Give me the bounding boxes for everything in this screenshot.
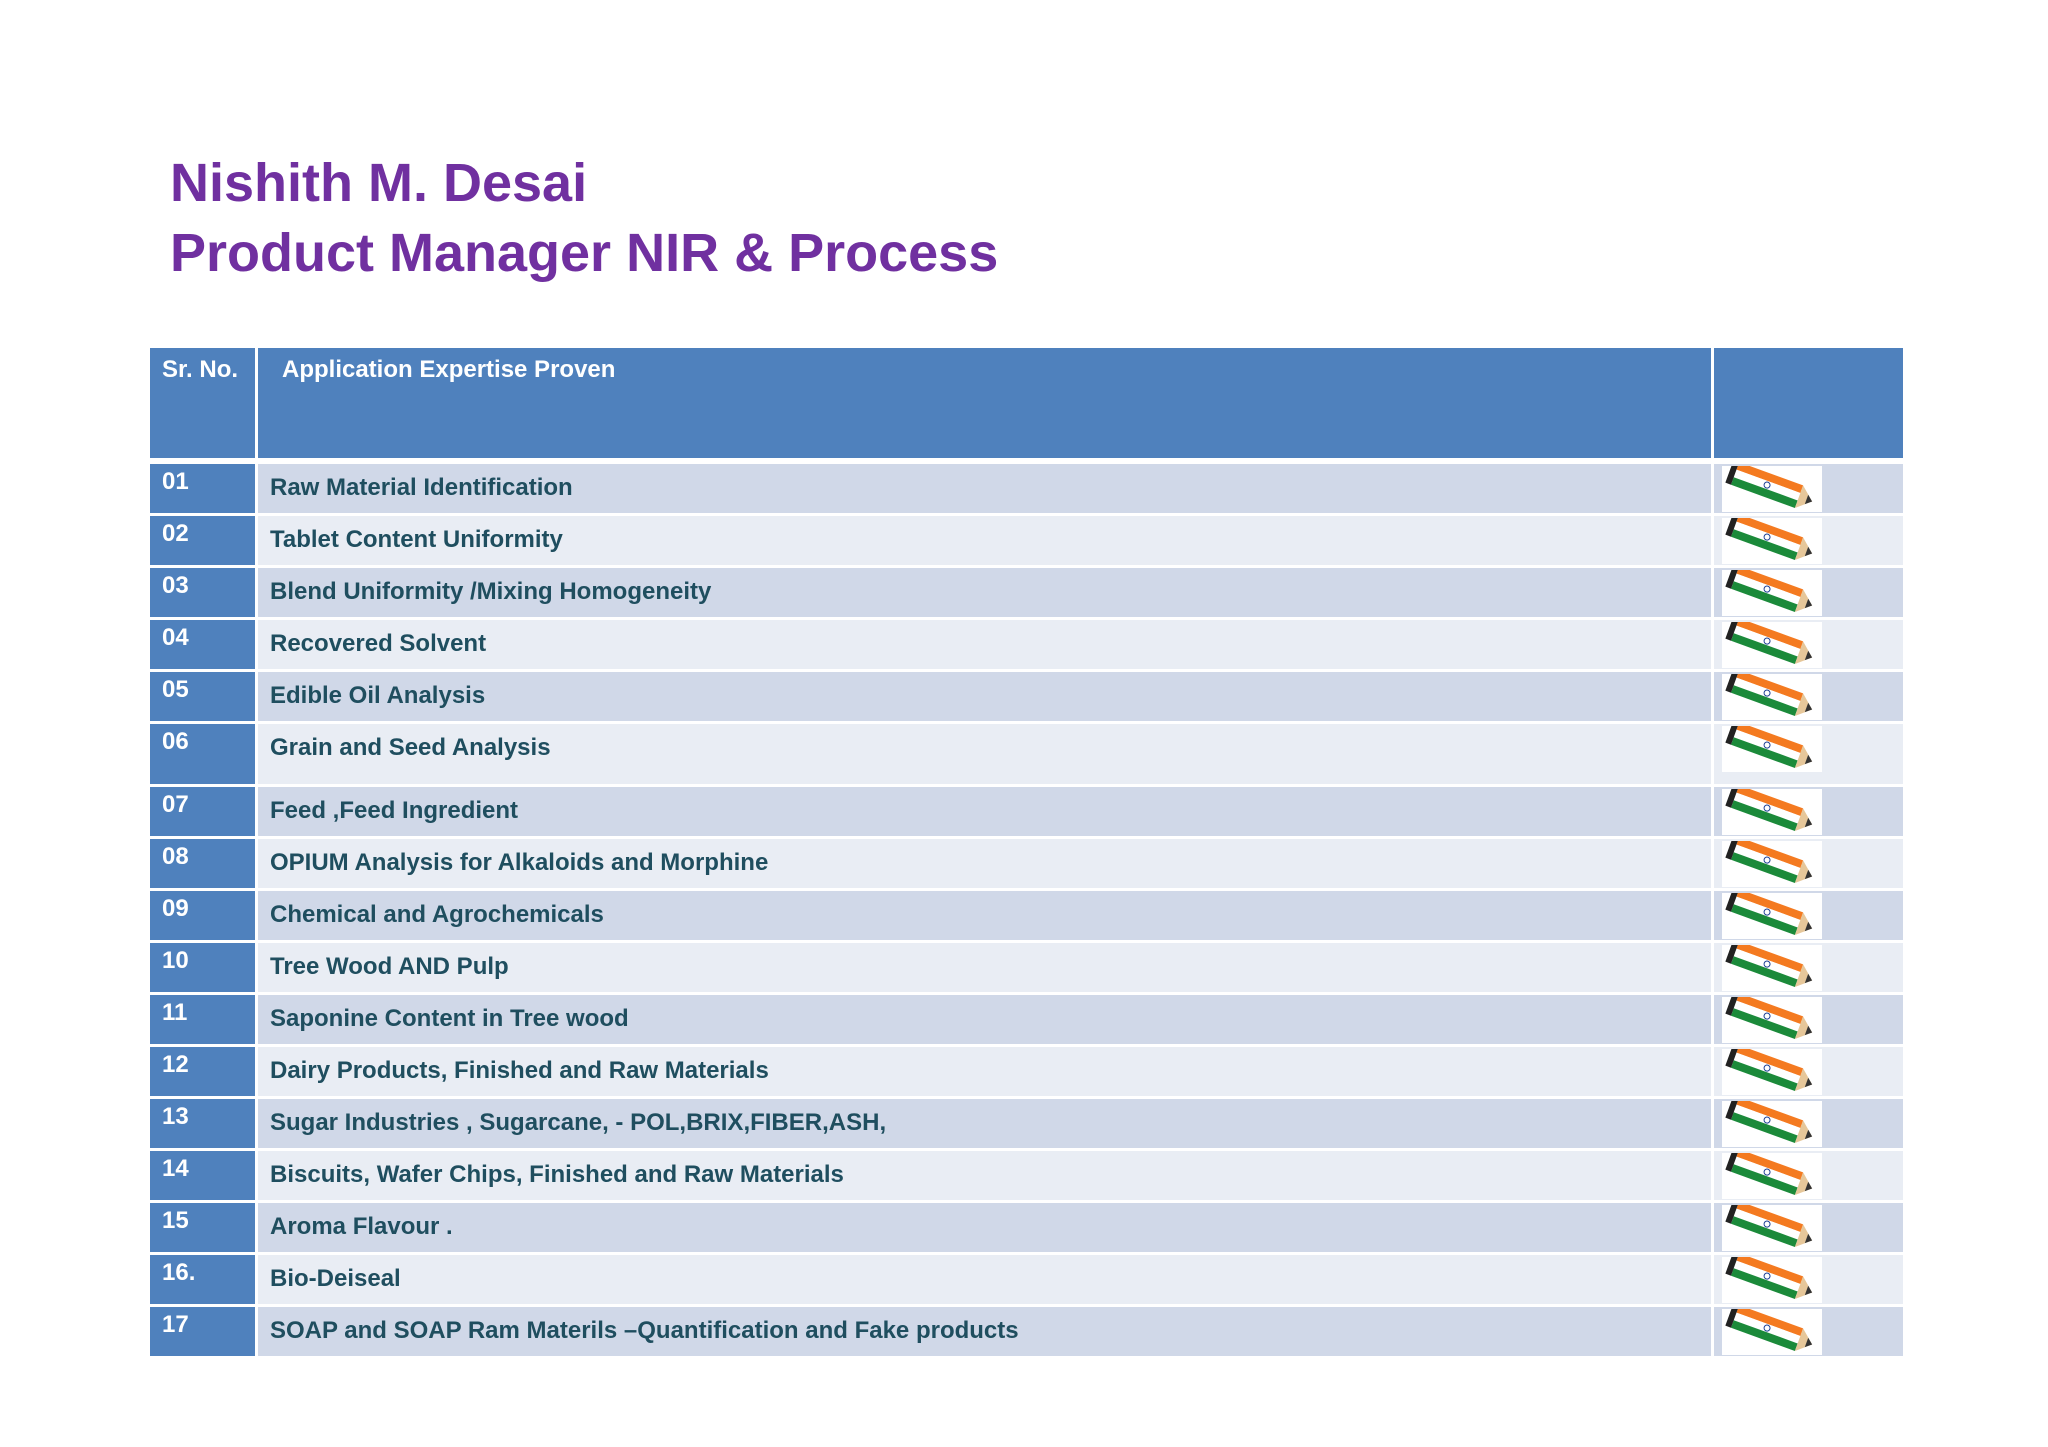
tricolor-pencil-icon	[1722, 841, 1822, 887]
row-application: SOAP and SOAP Ram Materils –Quantification and Fake products	[258, 1307, 1714, 1359]
tricolor-pencil-icon	[1722, 570, 1822, 616]
row-sr-no: 16.	[150, 1255, 258, 1307]
tricolor-pencil-icon	[1722, 518, 1822, 564]
header-sr-no: Sr. No.	[150, 348, 258, 464]
presenter-name: Nishith M. Desai	[170, 153, 588, 213]
header-icon-column	[1714, 348, 1906, 464]
row-application: Blend Uniformity /Mixing Homogeneity	[258, 568, 1714, 620]
row-icon-cell	[1714, 943, 1906, 995]
tricolor-pencil-icon	[1722, 1205, 1822, 1251]
row-sr-no: 02	[150, 516, 258, 568]
tricolor-pencil-icon	[1722, 893, 1822, 939]
row-icon-cell	[1714, 891, 1906, 943]
row-sr-no: 04	[150, 620, 258, 672]
tricolor-pencil-icon	[1722, 1309, 1822, 1355]
row-icon-cell	[1714, 464, 1906, 516]
row-icon-cell	[1714, 516, 1906, 568]
tricolor-pencil-icon	[1722, 1257, 1822, 1303]
row-sr-no: 15	[150, 1203, 258, 1255]
expertise-table	[150, 348, 1906, 1359]
row-application: Saponine Content in Tree wood	[258, 995, 1714, 1047]
tricolor-pencil-icon	[1722, 1153, 1822, 1199]
row-sr-no: 07	[150, 787, 258, 839]
row-application: Dairy Products, Finished and Raw Materials	[258, 1047, 1714, 1099]
row-icon-cell	[1714, 995, 1906, 1047]
row-sr-no: 09	[150, 891, 258, 943]
row-icon-cell	[1714, 568, 1906, 620]
tricolor-pencil-icon	[1722, 997, 1822, 1043]
row-application: Feed ,Feed Ingredient	[258, 787, 1714, 839]
row-application: Edible Oil Analysis	[258, 672, 1714, 724]
row-icon-cell	[1714, 787, 1906, 839]
page-title-block	[170, 148, 998, 288]
row-application: Aroma Flavour .	[258, 1203, 1714, 1255]
row-application: Recovered Solvent	[258, 620, 1714, 672]
row-icon-cell	[1714, 620, 1906, 672]
row-icon-cell	[1714, 1099, 1906, 1151]
tricolor-pencil-icon	[1722, 789, 1822, 835]
row-application: OPIUM Analysis for Alkaloids and Morphine	[258, 839, 1714, 891]
row-sr-no: 14	[150, 1151, 258, 1203]
row-application: Tree Wood AND Pulp	[258, 943, 1714, 995]
row-sr-no: 13	[150, 1099, 258, 1151]
row-application: Bio-Deiseal	[258, 1255, 1714, 1307]
row-sr-no: 10	[150, 943, 258, 995]
row-icon-cell	[1714, 724, 1906, 787]
tricolor-pencil-icon	[1722, 1049, 1822, 1095]
row-icon-cell	[1714, 1151, 1906, 1203]
tricolor-pencil-icon	[1722, 945, 1822, 991]
tricolor-pencil-icon	[1722, 466, 1822, 512]
row-sr-no: 12	[150, 1047, 258, 1099]
row-sr-no: 08	[150, 839, 258, 891]
row-icon-cell	[1714, 1255, 1906, 1307]
tricolor-pencil-icon	[1722, 726, 1822, 772]
row-sr-no: 05	[150, 672, 258, 724]
row-icon-cell	[1714, 1203, 1906, 1255]
row-application: Grain and Seed Analysis	[258, 724, 1714, 787]
row-icon-cell	[1714, 672, 1906, 724]
presenter-role: Product Manager NIR & Process	[170, 223, 999, 283]
row-application: Raw Material Identification	[258, 464, 1714, 516]
row-sr-no: 01	[150, 464, 258, 516]
row-application: Chemical and Agrochemicals	[258, 891, 1714, 943]
row-application: Sugar Industries , Sugarcane, - POL,BRIX,FIBER,ASH,	[258, 1099, 1714, 1151]
row-sr-no: 03	[150, 568, 258, 620]
tricolor-pencil-icon	[1722, 674, 1822, 720]
tricolor-pencil-icon	[1722, 1101, 1822, 1147]
row-sr-no: 11	[150, 995, 258, 1047]
row-application: Biscuits, Wafer Chips, Finished and Raw Materials	[258, 1151, 1714, 1203]
row-sr-no: 06	[150, 724, 258, 787]
row-icon-cell	[1714, 1307, 1906, 1359]
header-application: Application Expertise Proven	[258, 348, 1714, 464]
row-sr-no: 17	[150, 1307, 258, 1359]
row-application: Tablet Content Uniformity	[258, 516, 1714, 568]
row-icon-cell	[1714, 1047, 1906, 1099]
row-icon-cell	[1714, 839, 1906, 891]
tricolor-pencil-icon	[1722, 622, 1822, 668]
